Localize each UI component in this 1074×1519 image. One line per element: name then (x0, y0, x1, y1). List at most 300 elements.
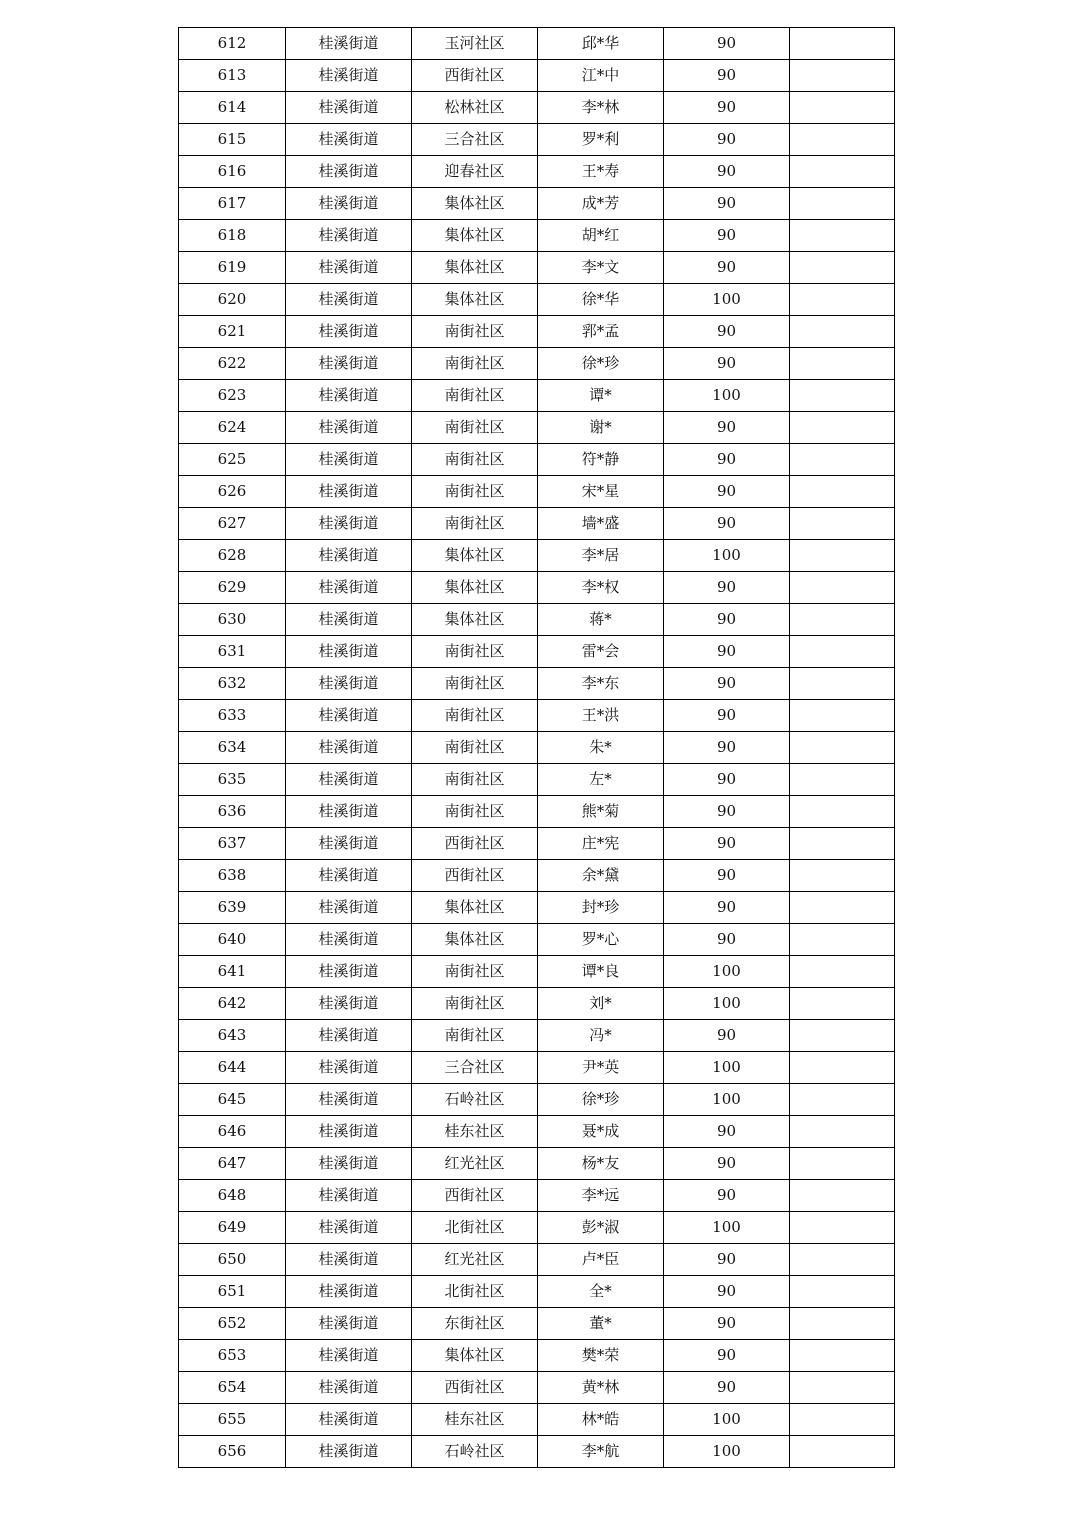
street-cell: 桂溪街道 (286, 1308, 412, 1340)
note-cell (790, 924, 895, 956)
amount-cell: 100 (664, 1436, 790, 1468)
amount-cell: 100 (664, 956, 790, 988)
row-number-cell: 616 (179, 156, 286, 188)
street-cell: 桂溪街道 (286, 924, 412, 956)
street-cell: 桂溪街道 (286, 700, 412, 732)
name-cell: 徐*华 (538, 284, 664, 316)
amount-cell: 90 (664, 316, 790, 348)
note-cell (790, 412, 895, 444)
table-row (179, 956, 895, 988)
row-number-cell: 639 (179, 892, 286, 924)
street-cell: 桂溪街道 (286, 1340, 412, 1372)
table-row (179, 188, 895, 220)
name-cell: 墙*盛 (538, 508, 664, 540)
amount-cell: 90 (664, 444, 790, 476)
amount-cell: 90 (664, 28, 790, 60)
table-row (179, 124, 895, 156)
row-number-cell: 648 (179, 1180, 286, 1212)
row-number-cell: 655 (179, 1404, 286, 1436)
note-cell (790, 540, 895, 572)
community-cell: 南街社区 (412, 508, 538, 540)
street-cell: 桂溪街道 (286, 572, 412, 604)
name-cell: 李*远 (538, 1180, 664, 1212)
name-cell: 董* (538, 1308, 664, 1340)
name-cell: 封*珍 (538, 892, 664, 924)
row-number-cell: 644 (179, 1052, 286, 1084)
row-number-cell: 622 (179, 348, 286, 380)
table-row (179, 1404, 895, 1436)
table-row (179, 540, 895, 572)
table-row (179, 828, 895, 860)
name-cell: 宋*星 (538, 476, 664, 508)
note-cell (790, 220, 895, 252)
note-cell (790, 1340, 895, 1372)
street-cell: 桂溪街道 (286, 444, 412, 476)
row-number-cell: 624 (179, 412, 286, 444)
table-row (179, 1212, 895, 1244)
note-cell (790, 156, 895, 188)
row-number-cell: 637 (179, 828, 286, 860)
row-number-cell: 634 (179, 732, 286, 764)
name-cell: 彭*淑 (538, 1212, 664, 1244)
row-number-cell: 618 (179, 220, 286, 252)
name-cell: 邱*华 (538, 28, 664, 60)
community-cell: 南街社区 (412, 444, 538, 476)
community-cell: 集体社区 (412, 1340, 538, 1372)
name-cell: 徐*珍 (538, 348, 664, 380)
table-row (179, 412, 895, 444)
table-row (179, 220, 895, 252)
street-cell: 桂溪街道 (286, 188, 412, 220)
name-cell: 胡*红 (538, 220, 664, 252)
amount-cell: 90 (664, 700, 790, 732)
amount-cell: 90 (664, 1372, 790, 1404)
community-cell: 南街社区 (412, 988, 538, 1020)
community-cell: 南街社区 (412, 636, 538, 668)
row-number-cell: 631 (179, 636, 286, 668)
community-cell: 南街社区 (412, 1020, 538, 1052)
name-cell: 左* (538, 764, 664, 796)
street-cell: 桂溪街道 (286, 1116, 412, 1148)
note-cell (790, 92, 895, 124)
community-cell: 集体社区 (412, 572, 538, 604)
table-row (179, 1020, 895, 1052)
note-cell (790, 252, 895, 284)
community-cell: 北街社区 (412, 1212, 538, 1244)
subsidy-table (178, 27, 895, 1468)
row-number-cell: 641 (179, 956, 286, 988)
amount-cell: 90 (664, 924, 790, 956)
name-cell: 熊*菊 (538, 796, 664, 828)
name-cell: 杨*友 (538, 1148, 664, 1180)
note-cell (790, 60, 895, 92)
table-row (179, 1052, 895, 1084)
table-row (179, 1372, 895, 1404)
amount-cell: 90 (664, 1340, 790, 1372)
community-cell: 南街社区 (412, 796, 538, 828)
community-cell: 集体社区 (412, 924, 538, 956)
note-cell (790, 1308, 895, 1340)
street-cell: 桂溪街道 (286, 316, 412, 348)
table-row (179, 924, 895, 956)
street-cell: 桂溪街道 (286, 860, 412, 892)
community-cell: 玉河社区 (412, 28, 538, 60)
community-cell: 西街社区 (412, 1372, 538, 1404)
amount-cell: 90 (664, 508, 790, 540)
community-cell: 三合社区 (412, 1052, 538, 1084)
table-row (179, 60, 895, 92)
community-cell: 石岭社区 (412, 1436, 538, 1468)
community-cell: 集体社区 (412, 220, 538, 252)
note-cell (790, 956, 895, 988)
amount-cell: 90 (664, 412, 790, 444)
row-number-cell: 647 (179, 1148, 286, 1180)
community-cell: 南街社区 (412, 412, 538, 444)
community-cell: 南街社区 (412, 380, 538, 412)
table-row (179, 1308, 895, 1340)
table-row (179, 1148, 895, 1180)
name-cell: 李*居 (538, 540, 664, 572)
amount-cell: 90 (664, 476, 790, 508)
community-cell: 南街社区 (412, 668, 538, 700)
table-row (179, 92, 895, 124)
community-cell: 红光社区 (412, 1148, 538, 1180)
note-cell (790, 1436, 895, 1468)
note-cell (790, 1116, 895, 1148)
row-number-cell: 613 (179, 60, 286, 92)
name-cell: 朱* (538, 732, 664, 764)
street-cell: 桂溪街道 (286, 636, 412, 668)
row-number-cell: 638 (179, 860, 286, 892)
note-cell (790, 732, 895, 764)
community-cell: 西街社区 (412, 828, 538, 860)
street-cell: 桂溪街道 (286, 1276, 412, 1308)
note-cell (790, 604, 895, 636)
amount-cell: 90 (664, 1116, 790, 1148)
community-cell: 南街社区 (412, 348, 538, 380)
community-cell: 西街社区 (412, 860, 538, 892)
street-cell: 桂溪街道 (286, 1212, 412, 1244)
amount-cell: 100 (664, 1084, 790, 1116)
row-number-cell: 623 (179, 380, 286, 412)
name-cell: 徐*珍 (538, 1084, 664, 1116)
community-cell: 集体社区 (412, 540, 538, 572)
name-cell: 罗*心 (538, 924, 664, 956)
street-cell: 桂溪街道 (286, 1180, 412, 1212)
name-cell: 罗*利 (538, 124, 664, 156)
name-cell: 林*皓 (538, 1404, 664, 1436)
table-row (179, 668, 895, 700)
table-row (179, 636, 895, 668)
amount-cell: 90 (664, 348, 790, 380)
name-cell: 尹*英 (538, 1052, 664, 1084)
row-number-cell: 615 (179, 124, 286, 156)
community-cell: 集体社区 (412, 252, 538, 284)
row-number-cell: 640 (179, 924, 286, 956)
street-cell: 桂溪街道 (286, 1020, 412, 1052)
street-cell: 桂溪街道 (286, 380, 412, 412)
table-row (179, 860, 895, 892)
community-cell: 红光社区 (412, 1244, 538, 1276)
note-cell (790, 188, 895, 220)
amount-cell: 90 (664, 732, 790, 764)
name-cell: 卢*臣 (538, 1244, 664, 1276)
street-cell: 桂溪街道 (286, 508, 412, 540)
name-cell: 郛*孟 (538, 316, 664, 348)
table-row (179, 444, 895, 476)
street-cell: 桂溪街道 (286, 732, 412, 764)
amount-cell: 90 (664, 1180, 790, 1212)
community-cell: 迎春社区 (412, 156, 538, 188)
amount-cell: 90 (664, 1244, 790, 1276)
table-row (179, 1276, 895, 1308)
row-number-cell: 653 (179, 1340, 286, 1372)
note-cell (790, 796, 895, 828)
table-row (179, 252, 895, 284)
row-number-cell: 617 (179, 188, 286, 220)
amount-cell: 90 (664, 892, 790, 924)
community-cell: 集体社区 (412, 604, 538, 636)
note-cell (790, 1212, 895, 1244)
amount-cell: 100 (664, 1052, 790, 1084)
street-cell: 桂溪街道 (286, 124, 412, 156)
community-cell: 南街社区 (412, 476, 538, 508)
street-cell: 桂溪街道 (286, 348, 412, 380)
note-cell (790, 700, 895, 732)
amount-cell: 90 (664, 572, 790, 604)
row-number-cell: 629 (179, 572, 286, 604)
note-cell (790, 636, 895, 668)
street-cell: 桂溪街道 (286, 764, 412, 796)
street-cell: 桂溪街道 (286, 476, 412, 508)
community-cell: 石岭社区 (412, 1084, 538, 1116)
name-cell: 李*航 (538, 1436, 664, 1468)
community-cell: 西街社区 (412, 1180, 538, 1212)
name-cell: 樊*荣 (538, 1340, 664, 1372)
community-cell: 集体社区 (412, 892, 538, 924)
row-number-cell: 625 (179, 444, 286, 476)
community-cell: 集体社区 (412, 284, 538, 316)
note-cell (790, 1020, 895, 1052)
community-cell: 北街社区 (412, 1276, 538, 1308)
amount-cell: 90 (664, 796, 790, 828)
table-row (179, 604, 895, 636)
table-row (179, 380, 895, 412)
amount-cell: 100 (664, 1404, 790, 1436)
note-cell (790, 892, 895, 924)
street-cell: 桂溪街道 (286, 1052, 412, 1084)
table-row (179, 1244, 895, 1276)
row-number-cell: 654 (179, 1372, 286, 1404)
name-cell: 谭* (538, 380, 664, 412)
table-row (179, 284, 895, 316)
note-cell (790, 860, 895, 892)
amount-cell: 90 (664, 604, 790, 636)
note-cell (790, 508, 895, 540)
amount-cell: 90 (664, 668, 790, 700)
table-row (179, 892, 895, 924)
name-cell: 庄*宪 (538, 828, 664, 860)
amount-cell: 90 (664, 828, 790, 860)
row-number-cell: 621 (179, 316, 286, 348)
note-cell (790, 284, 895, 316)
note-cell (790, 764, 895, 796)
note-cell (790, 1052, 895, 1084)
community-cell: 南街社区 (412, 764, 538, 796)
table-row (179, 28, 895, 60)
community-cell: 南街社区 (412, 316, 538, 348)
row-number-cell: 635 (179, 764, 286, 796)
table-row (179, 700, 895, 732)
street-cell: 桂溪街道 (286, 1436, 412, 1468)
street-cell: 桂溪街道 (286, 1084, 412, 1116)
table-row (179, 316, 895, 348)
table-row (179, 1116, 895, 1148)
community-cell: 桂东社区 (412, 1116, 538, 1148)
table-row (179, 764, 895, 796)
amount-cell: 100 (664, 380, 790, 412)
table-row (179, 732, 895, 764)
street-cell: 桂溪街道 (286, 892, 412, 924)
row-number-cell: 651 (179, 1276, 286, 1308)
amount-cell: 90 (664, 636, 790, 668)
community-cell: 南街社区 (412, 732, 538, 764)
community-cell: 南街社区 (412, 956, 538, 988)
amount-cell: 90 (664, 1020, 790, 1052)
table-body (179, 28, 895, 1468)
note-cell (790, 28, 895, 60)
name-cell: 成*芳 (538, 188, 664, 220)
note-cell (790, 1372, 895, 1404)
note-cell (790, 1244, 895, 1276)
street-cell: 桂溪街道 (286, 92, 412, 124)
row-number-cell: 646 (179, 1116, 286, 1148)
street-cell: 桂溪街道 (286, 220, 412, 252)
table-row (179, 348, 895, 380)
amount-cell: 100 (664, 988, 790, 1020)
amount-cell: 100 (664, 1212, 790, 1244)
name-cell: 雷*会 (538, 636, 664, 668)
name-cell: 蒋* (538, 604, 664, 636)
community-cell: 东街社区 (412, 1308, 538, 1340)
row-number-cell: 649 (179, 1212, 286, 1244)
community-cell: 三合社区 (412, 124, 538, 156)
table-row (179, 1180, 895, 1212)
row-number-cell: 628 (179, 540, 286, 572)
name-cell: 聂*成 (538, 1116, 664, 1148)
community-cell: 松林社区 (412, 92, 538, 124)
name-cell: 刘* (538, 988, 664, 1020)
amount-cell: 90 (664, 124, 790, 156)
amount-cell: 90 (664, 1276, 790, 1308)
name-cell: 李*林 (538, 92, 664, 124)
name-cell: 余*黛 (538, 860, 664, 892)
street-cell: 桂溪街道 (286, 1244, 412, 1276)
name-cell: 江*中 (538, 60, 664, 92)
row-number-cell: 612 (179, 28, 286, 60)
note-cell (790, 1180, 895, 1212)
table-row (179, 156, 895, 188)
amount-cell: 90 (664, 60, 790, 92)
table-row (179, 508, 895, 540)
community-cell: 西街社区 (412, 60, 538, 92)
community-cell: 桂东社区 (412, 1404, 538, 1436)
row-number-cell: 626 (179, 476, 286, 508)
amount-cell: 100 (664, 284, 790, 316)
note-cell (790, 988, 895, 1020)
note-cell (790, 828, 895, 860)
street-cell: 桂溪街道 (286, 956, 412, 988)
row-number-cell: 636 (179, 796, 286, 828)
note-cell (790, 668, 895, 700)
table-row (179, 796, 895, 828)
street-cell: 桂溪街道 (286, 412, 412, 444)
amount-cell: 100 (664, 540, 790, 572)
row-number-cell: 630 (179, 604, 286, 636)
community-cell: 南街社区 (412, 700, 538, 732)
note-cell (790, 1276, 895, 1308)
row-number-cell: 632 (179, 668, 286, 700)
amount-cell: 90 (664, 220, 790, 252)
row-number-cell: 619 (179, 252, 286, 284)
name-cell: 王*寿 (538, 156, 664, 188)
note-cell (790, 1404, 895, 1436)
amount-cell: 90 (664, 860, 790, 892)
row-number-cell: 645 (179, 1084, 286, 1116)
row-number-cell: 620 (179, 284, 286, 316)
street-cell: 桂溪街道 (286, 60, 412, 92)
note-cell (790, 124, 895, 156)
note-cell (790, 348, 895, 380)
name-cell: 全* (538, 1276, 664, 1308)
row-number-cell: 643 (179, 1020, 286, 1052)
amount-cell: 90 (664, 92, 790, 124)
name-cell: 符*静 (538, 444, 664, 476)
amount-cell: 90 (664, 252, 790, 284)
name-cell: 冯* (538, 1020, 664, 1052)
amount-cell: 90 (664, 188, 790, 220)
street-cell: 桂溪街道 (286, 540, 412, 572)
street-cell: 桂溪街道 (286, 828, 412, 860)
street-cell: 桂溪街道 (286, 1372, 412, 1404)
row-number-cell: 614 (179, 92, 286, 124)
street-cell: 桂溪街道 (286, 156, 412, 188)
street-cell: 桂溪街道 (286, 28, 412, 60)
street-cell: 桂溪街道 (286, 252, 412, 284)
street-cell: 桂溪街道 (286, 796, 412, 828)
table-row (179, 476, 895, 508)
row-number-cell: 642 (179, 988, 286, 1020)
note-cell (790, 572, 895, 604)
note-cell (790, 1148, 895, 1180)
street-cell: 桂溪街道 (286, 604, 412, 636)
note-cell (790, 1084, 895, 1116)
street-cell: 桂溪街道 (286, 668, 412, 700)
note-cell (790, 380, 895, 412)
note-cell (790, 316, 895, 348)
row-number-cell: 633 (179, 700, 286, 732)
name-cell: 王*洪 (538, 700, 664, 732)
row-number-cell: 627 (179, 508, 286, 540)
note-cell (790, 444, 895, 476)
amount-cell: 90 (664, 1148, 790, 1180)
amount-cell: 90 (664, 764, 790, 796)
table-row (179, 988, 895, 1020)
row-number-cell: 652 (179, 1308, 286, 1340)
name-cell: 李*东 (538, 668, 664, 700)
street-cell: 桂溪街道 (286, 988, 412, 1020)
street-cell: 桂溪街道 (286, 1148, 412, 1180)
